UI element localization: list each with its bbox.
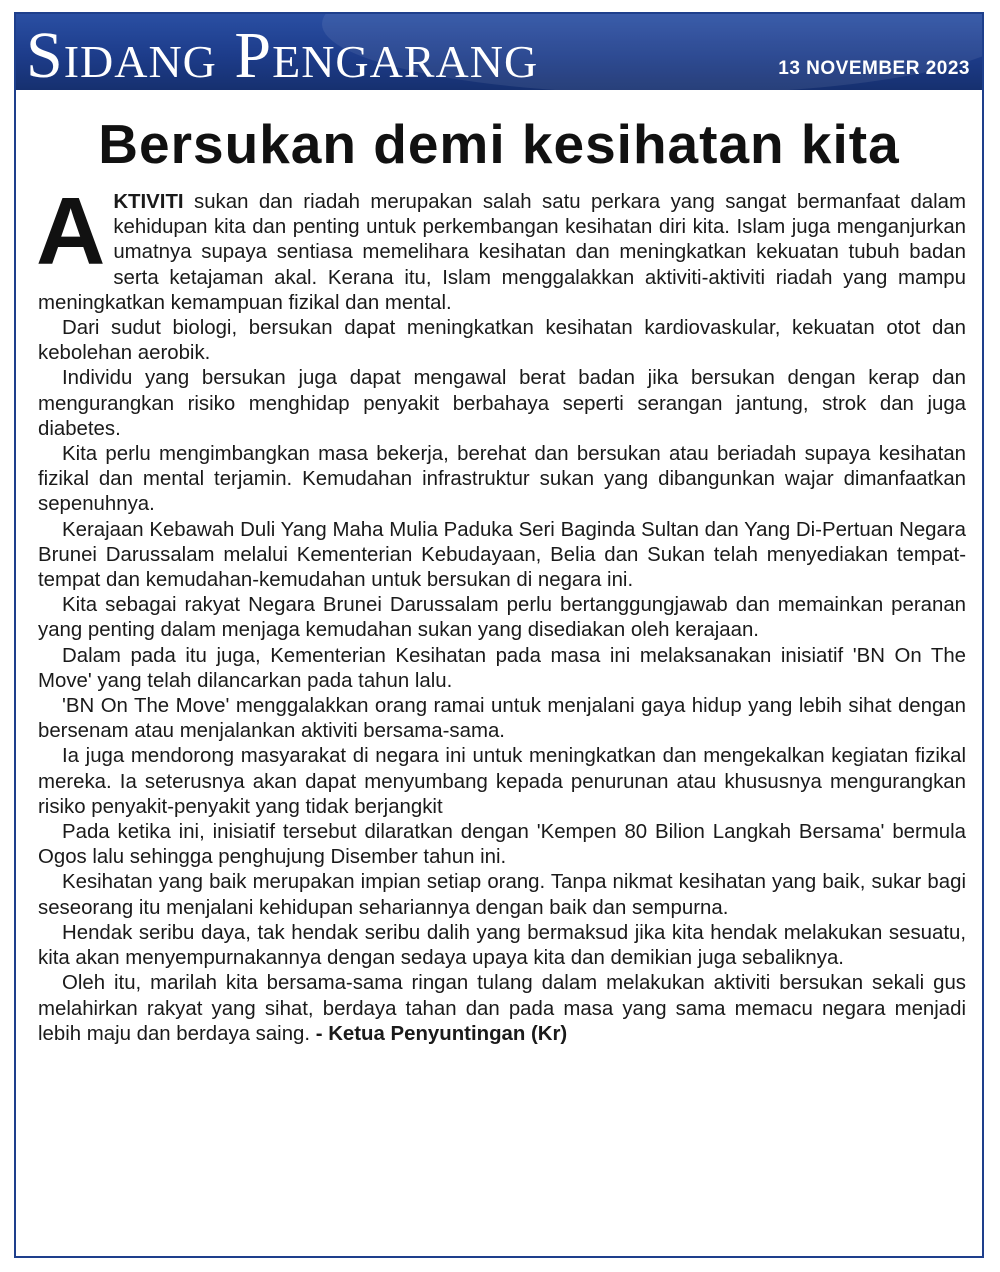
masthead-banner [16, 14, 982, 90]
lead-word: KTIVITI [113, 191, 184, 213]
article-paragraph-5: Kerajaan Kebawah Duli Yang Maha Mulia Paduka Seri Baginda Sultan dan Yang Di-Pertuan Negara Brunei Darussalam melalui Kementerian Kebudayaan, Belia dan Sukan telah menyediakan tempat-tempat dan kemudahan-kemudahan untuk bersukan di negara ini. [38, 518, 966, 592]
paragraph-text: sukan dan riadah merupakan salah satu perkara yang sangat bermanfaat dalam kehidupan kita dan penting untuk perkembangan kesihatan diri kita. Islam juga menganjurkan umatnya supaya sentiasa memelihara kesihatan dan meningkatkan kekuatan tubuh badan serta ketajaman akal. Kerana itu, Islam menggalakkan aktiviti-aktiviti riadah yang mampu meningkatkan kemampuan fizikal dan mental. [38, 191, 966, 314]
article-paragraph-3: Individu yang bersukan juga dapat mengawal berat badan jika bersukan dengan kerap dan mengurangkan risiko menghidap penyakit berbahaya seperti serangan jantung, strok dan juga diabetes. [38, 367, 966, 440]
masthead-title: Sidang Pengarang [26, 19, 539, 90]
article-paragraph-12: Hendak seribu daya, tak hendak seribu dalih yang bermaksud jika kita hendak melakukan sesuatu, kita akan menyempurnakannya dengan sedaya upaya kita dan demikian juga sebaliknya. [38, 921, 966, 970]
article-body [36, 178, 966, 1047]
drop-cap: A [36, 178, 106, 285]
article-headline: Bersukan demi kesihatan kita [98, 113, 900, 175]
author-signature: - Ketua Penyuntingan (Kr) [315, 1022, 568, 1045]
article-paragraph-9: Ia juga mendorong masyarakat di negara ini untuk meningkatkan dan mengekalkan kegiatan fizikal mereka. Ia seterusnya akan dapat menyumbang kepada penurunan atau khususnya mengurangkan risiko penyakit-penyakit yang tidak berjangkit [38, 745, 966, 818]
article-paragraph-13 [38, 971, 966, 1047]
article-paragraph-7: Dalam pada itu juga, Kementerian Kesihatan pada masa ini melaksanakan inisiatif 'BN On The Move' yang telah dilancarkan pada tahun lalu. [38, 644, 966, 692]
article-paragraph-2: Dari sudut biologi, bersukan dapat meningkatkan kesihatan kardiovaskular, kekuatan otot dan kebolehan aerobik. [38, 317, 966, 365]
article-paragraph-4: Kita perlu mengimbangkan masa bekerja, berehat dan bersukan atau beriadah supaya kesihatan fizikal dan mental terjamin. Kemudahan infrastruktur sukan yang dibangunkan wajar dimanfaatkan sepenuhnya. [38, 443, 966, 516]
paragraph-text: Oleh itu, marilah kita bersama-sama ringan tulang dalam melakukan aktiviti bersukan sekali gus melahirkan rakyat yang sihat, berdaya tahan dan pada masa yang sama memacu negara menjadi lebih maju dan berdaya saing. [38, 972, 966, 1045]
article-paragraph-11: Kesihatan yang baik merupakan impian setiap orang. Tanpa nikmat kesihatan yang baik, sukar bagi seseorang itu menjalani kehidupan sehariannya dengan baik dan sempurna. [38, 871, 966, 919]
article-paragraph-1 [36, 178, 966, 316]
article-paragraph-8: 'BN On The Move' menggalakkan orang ramai untuk menjalani gaya hidup yang lebih sihat dengan bersenam atau menjalankan aktiviti bersama-sama. [38, 695, 966, 743]
page-frame [14, 12, 984, 1258]
article-paragraph-10: Pada ketika ini, inisiatif tersebut dilaratkan dengan 'Kempen 80 Bilion Langkah Bersama' bermula Ogos lalu sehingga penghujung Disember tahun ini. [38, 821, 966, 869]
publication-date: 13 NOVEMBER 2023 [778, 58, 970, 79]
article-paragraph-6: Kita sebagai rakyat Negara Brunei Darussalam perlu bertanggungjawab dan memainkan peranan yang penting dalam menjaga kemudahan sukan yang disediakan oleh kerajaan. [38, 594, 966, 642]
